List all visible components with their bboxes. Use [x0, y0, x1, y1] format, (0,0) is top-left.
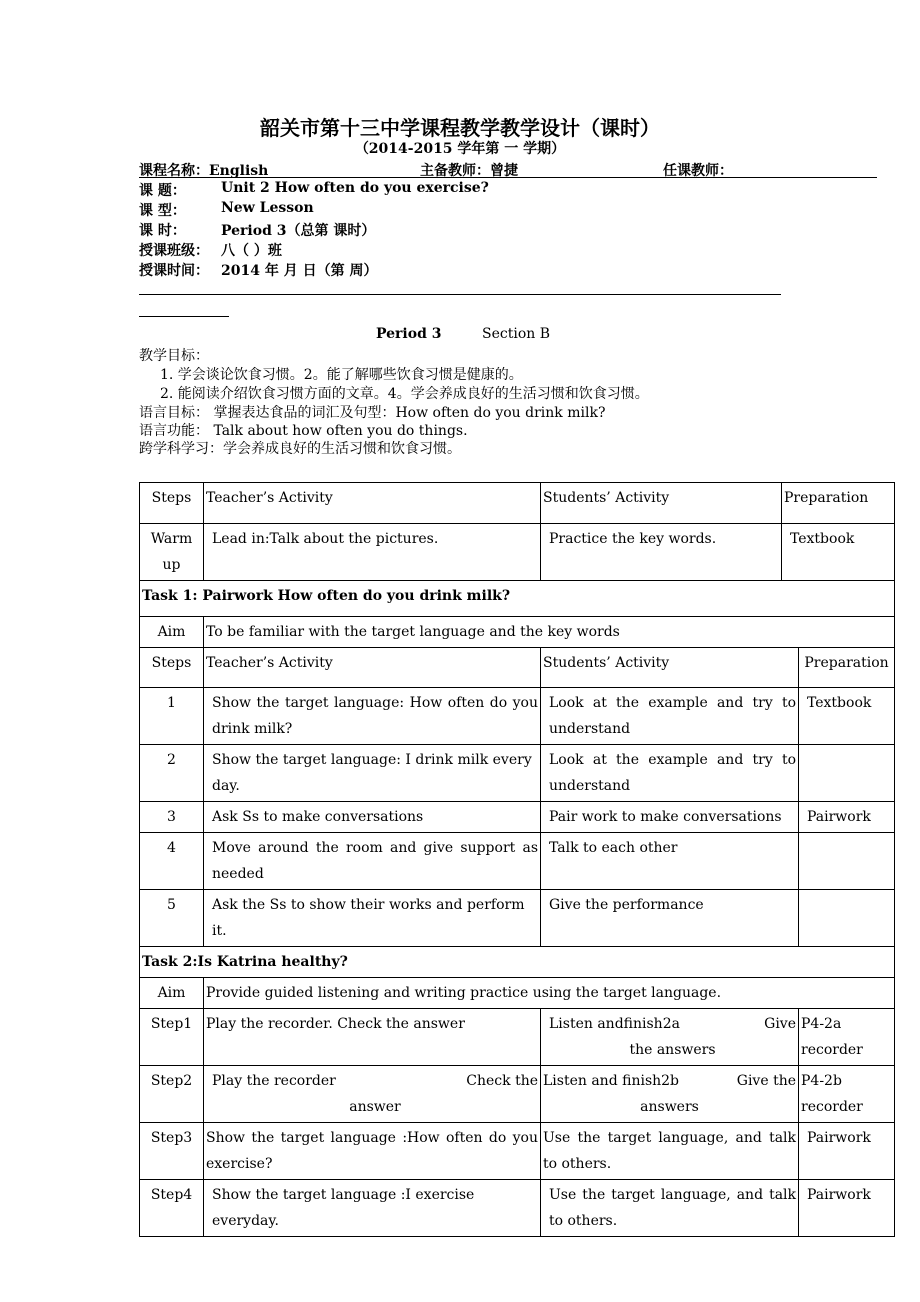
- task1-students: Look at the example and try to understand: [541, 745, 799, 802]
- language-function: 语言功能： Talk about how often you do things.: [139, 423, 468, 439]
- type-label: 课 型：: [139, 203, 186, 219]
- task2-aim-row: [140, 978, 895, 1009]
- task2-step: Step4: [140, 1180, 204, 1237]
- header-underline: [139, 177, 877, 178]
- divider-line-2: [139, 316, 229, 317]
- task2-title: Task 2:Is Katrina healthy?: [140, 947, 895, 978]
- prep-line-a: P4-2b: [801, 1073, 842, 1089]
- teacher: 任课教师：: [663, 163, 733, 179]
- warmup-prep: Textbook: [782, 524, 895, 581]
- task1-title: Task 1: Pairwork How often do you drink milk?: [140, 581, 895, 617]
- task1-step: 2: [140, 745, 204, 802]
- task1-prep: [799, 745, 895, 802]
- prep-line-b: recorder: [801, 1042, 863, 1058]
- lead-teacher: 主备教师：曾捷: [420, 163, 518, 179]
- cross-subject: 跨学科学习：学会养成良好的生活习惯和饮食习惯。: [139, 441, 461, 457]
- task2-prep: [799, 1009, 895, 1066]
- header-teacher: Teacher’s Activity: [204, 483, 541, 524]
- prep-line-a: P4-2a: [801, 1016, 842, 1032]
- task2-aim: Provide guided listening and writing practice using the target language.: [204, 978, 895, 1009]
- time-value: 2014 年 月 日（第 周）: [221, 263, 378, 279]
- teacher-line-b: Check the: [466, 1073, 538, 1089]
- header-prep: Preparation: [782, 483, 895, 524]
- warmup-teacher: Lead in:Talk about the pictures.: [204, 524, 541, 581]
- period-value: Period 3（总第 课时）: [221, 223, 376, 239]
- task1-teacher: Show the target language: I drink milk every day.: [204, 745, 541, 802]
- task1-header-row: [140, 648, 895, 688]
- task1-students: Pair work to make conversations: [541, 802, 799, 833]
- task1-prep: Textbook: [799, 688, 895, 745]
- task2-students: [541, 1009, 799, 1066]
- task2-step: Step3: [140, 1123, 204, 1180]
- task1-step: 1: [140, 688, 204, 745]
- task2-students: [541, 1066, 799, 1123]
- task2-teacher: Show the target language :I exercise everyday.: [204, 1180, 541, 1237]
- students-line-b: Give the: [736, 1073, 796, 1089]
- objectives-label: 教学目标：: [139, 348, 209, 364]
- warmup-step: Warm up: [140, 524, 204, 581]
- section-period: Period 3: [376, 326, 442, 342]
- class-label: 授课班级：: [139, 243, 209, 259]
- warmup-students: Practice the key words.: [541, 524, 782, 581]
- table-row: [140, 833, 895, 890]
- time-label: 授课时间：: [139, 263, 209, 279]
- task1-prep: Pairwork: [799, 802, 895, 833]
- task1-aim: To be familiar with the target language and the key words: [204, 617, 895, 648]
- table-row: [140, 1123, 895, 1180]
- task2-teacher: Show the target language :How often do you exercise?: [204, 1123, 541, 1180]
- objective-2: 2. 能阅读介绍饮食习惯方面的文章。4。学会养成良好的生活习惯和饮食习惯。: [160, 386, 649, 402]
- lesson-plan-table: [139, 482, 895, 1237]
- students-line-c: answers: [640, 1099, 699, 1115]
- task2-step: Step2: [140, 1066, 204, 1123]
- task1-aim-label: Aim: [140, 617, 204, 648]
- task1-title-row: [140, 581, 895, 617]
- teacher-line-c: answer: [349, 1099, 401, 1115]
- task2-title-row: [140, 947, 895, 978]
- task1-header-teacher: Teacher’s Activity: [204, 648, 541, 688]
- section-b: Section B: [482, 326, 551, 342]
- header-steps: Steps: [140, 483, 204, 524]
- divider-line-1: [139, 294, 781, 295]
- teacher-line-a: Play the recorder: [212, 1073, 336, 1089]
- task1-header-students: Students’ Activity: [541, 648, 799, 688]
- task1-students: Talk to each other: [541, 833, 799, 890]
- task1-students: Look at the example and try to understand: [541, 688, 799, 745]
- topic-label: 课 题：: [139, 183, 186, 199]
- students-line-c: the answers: [629, 1042, 716, 1058]
- table-row: [140, 1180, 895, 1237]
- task1-students: Give the performance: [541, 890, 799, 947]
- table-row: [140, 1009, 895, 1066]
- period-label: 课 时：: [139, 223, 186, 239]
- task2-students: Use the target language, and talk to others.: [541, 1180, 799, 1237]
- task1-step: 5: [140, 890, 204, 947]
- task2-step: Step1: [140, 1009, 204, 1066]
- course-name: 课程名称：English: [139, 163, 269, 179]
- topic-value: Unit 2 How often do you exercise?: [221, 180, 489, 196]
- students-line-a: Listen andfinish2a: [549, 1016, 680, 1032]
- warmup-row: [140, 524, 895, 581]
- header-students: Students’ Activity: [541, 483, 782, 524]
- table-row: [140, 802, 895, 833]
- task1-teacher: Ask the Ss to show their works and perform it.: [204, 890, 541, 947]
- task2-prep: [799, 1066, 895, 1123]
- table-header-row: [140, 483, 895, 524]
- task2-prep: Pairwork: [799, 1123, 895, 1180]
- task2-teacher: [204, 1066, 541, 1123]
- task2-students: Use the target language, and talk to others.: [541, 1123, 799, 1180]
- students-line-b: Give: [764, 1016, 796, 1032]
- page-title: 韶关市第十三中学课程教学教学设计（课时）: [260, 116, 660, 140]
- prep-line-b: recorder: [801, 1099, 863, 1115]
- task1-prep: [799, 890, 895, 947]
- language-goal: 语言目标： 掌握表达食品的词汇及句型：How often do you drink milk?: [139, 405, 606, 421]
- class-value: 八（ ）班: [221, 243, 282, 259]
- semester: （2014-2015 学年第 一 学期）: [354, 141, 566, 157]
- task1-teacher: Show the target language: How often do you drink milk?: [204, 688, 541, 745]
- task1-aim-row: [140, 617, 895, 648]
- task1-teacher: Ask Ss to make conversations: [204, 802, 541, 833]
- task1-step: 4: [140, 833, 204, 890]
- task2-teacher: Play the recorder. Check the answer: [204, 1009, 541, 1066]
- task1-step: 3: [140, 802, 204, 833]
- table-row: [140, 1066, 895, 1123]
- task2-aim-label: Aim: [140, 978, 204, 1009]
- type-value: New Lesson: [221, 200, 314, 216]
- students-line-a: Listen and finish2b: [543, 1073, 680, 1089]
- task1-prep: [799, 833, 895, 890]
- task1-header-steps: Steps: [140, 648, 204, 688]
- objective-1: 1. 学会谈论饮食习惯。2。能了解哪些饮食习惯是健康的。: [160, 367, 523, 383]
- table-row: [140, 890, 895, 947]
- task2-prep: Pairwork: [799, 1180, 895, 1237]
- task1-teacher: Move around the room and give support as needed: [204, 833, 541, 890]
- table-row: [140, 688, 895, 745]
- table-row: [140, 745, 895, 802]
- task1-header-prep: Preparation: [799, 648, 895, 688]
